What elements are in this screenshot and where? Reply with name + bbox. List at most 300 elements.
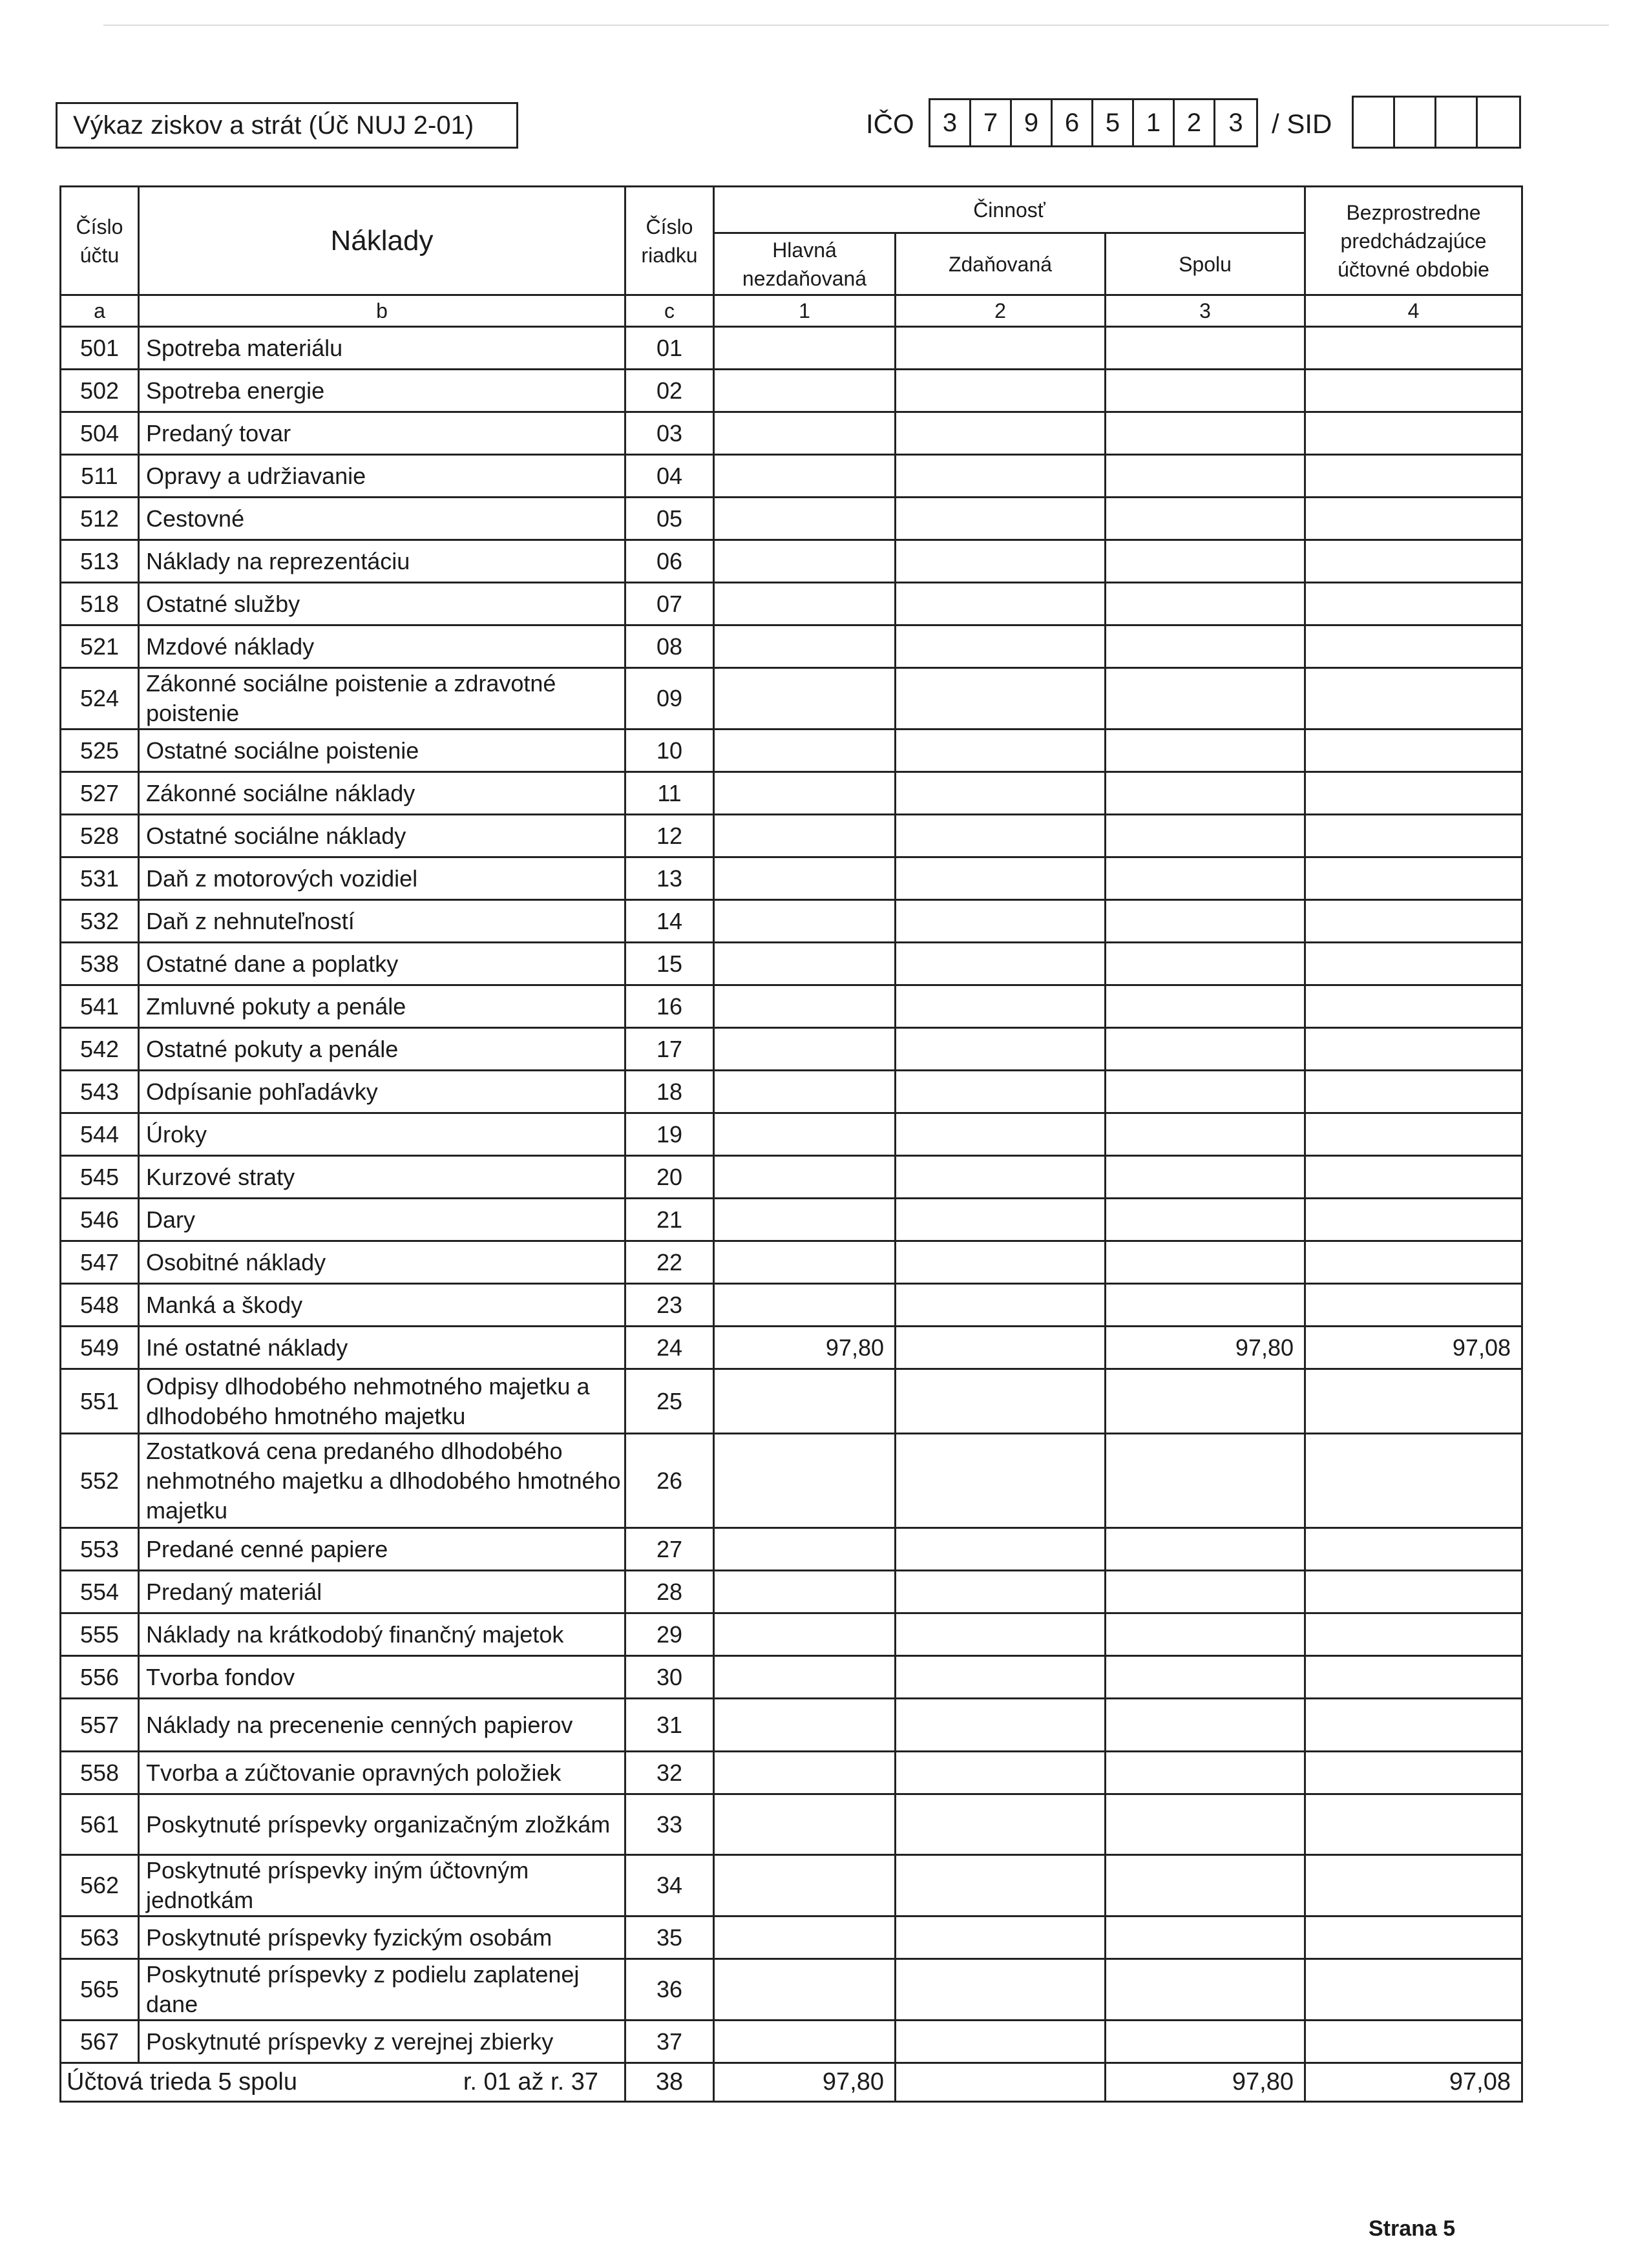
sid-boxes <box>1352 96 1521 149</box>
header-main-untaxed: Hlavná nezdaňovaná <box>714 233 896 295</box>
cost-name: Zostatková cena predaného dlhodobého nehmotného majetku a dlhodobého hmotného majetku <box>139 1434 625 1528</box>
value-previous[interactable] <box>1305 1855 1522 1916</box>
table-row <box>61 1699 1522 1752</box>
value-taxed[interactable] <box>896 1656 1106 1699</box>
cost-name: Mzdové náklady <box>139 625 625 668</box>
value-previous[interactable] <box>1305 2021 1522 2063</box>
table-row <box>61 2021 1522 2063</box>
value-taxed[interactable] <box>896 985 1106 1028</box>
value-total[interactable] <box>1106 900 1305 943</box>
value-previous[interactable] <box>1305 772 1522 815</box>
value-previous[interactable] <box>1305 1752 1522 1794</box>
value-previous[interactable] <box>1305 1284 1522 1327</box>
value-previous[interactable] <box>1305 455 1522 498</box>
value-previous[interactable] <box>1305 1369 1522 1434</box>
value-taxed[interactable] <box>896 583 1106 625</box>
value-previous[interactable] <box>1305 1699 1522 1752</box>
table-row <box>61 857 1522 900</box>
table-row <box>61 625 1522 668</box>
cost-name: Predané cenné papiere <box>139 1528 625 1571</box>
value-main-untaxed[interactable] <box>714 1071 896 1113</box>
account-no: 541 <box>61 985 139 1028</box>
account-no: 562 <box>61 1855 139 1916</box>
account-no: 538 <box>61 943 139 985</box>
cost-name: Odpísanie pohľadávky <box>139 1071 625 1113</box>
value-main-untaxed[interactable] <box>714 1528 896 1571</box>
value-total[interactable] <box>1106 583 1305 625</box>
value-taxed[interactable] <box>896 1855 1106 1916</box>
cost-name: Daň z nehnuteľností <box>139 900 625 943</box>
row-no: 08 <box>625 625 714 668</box>
value-taxed[interactable] <box>896 412 1106 455</box>
column-index: a <box>61 295 139 327</box>
value-total[interactable] <box>1106 498 1305 540</box>
table-row <box>61 772 1522 815</box>
account-no: 565 <box>61 1959 139 2021</box>
table-row <box>61 1113 1522 1156</box>
value-taxed[interactable] <box>896 1916 1106 1959</box>
value-total[interactable] <box>1106 1571 1305 1613</box>
value-total[interactable] <box>1106 1528 1305 1571</box>
value-total[interactable] <box>1106 1752 1305 1794</box>
value-previous[interactable] <box>1305 1028 1522 1071</box>
table-row <box>61 1284 1522 1327</box>
row-no: 20 <box>625 1156 714 1199</box>
account-no: 518 <box>61 583 139 625</box>
sid-box[interactable] <box>1478 98 1519 147</box>
value-main-untaxed[interactable] <box>714 772 896 815</box>
value-main-untaxed[interactable] <box>714 1916 896 1959</box>
account-no: 553 <box>61 1528 139 1571</box>
value-main-untaxed[interactable] <box>714 1241 896 1284</box>
cost-name: Ostatné pokuty a penále <box>139 1028 625 1071</box>
value-main-untaxed[interactable] <box>714 1284 896 1327</box>
value-taxed[interactable] <box>896 730 1106 772</box>
value-taxed[interactable] <box>896 498 1106 540</box>
value-taxed[interactable] <box>896 2021 1106 2063</box>
value-previous[interactable] <box>1305 540 1522 583</box>
row-no: 12 <box>625 815 714 857</box>
value-main-untaxed[interactable] <box>714 1959 896 2021</box>
cost-name: Tvorba fondov <box>139 1656 625 1699</box>
value-main-untaxed[interactable] <box>714 1656 896 1699</box>
row-no: 25 <box>625 1369 714 1434</box>
cost-name: Ostatné sociálne náklady <box>139 815 625 857</box>
value-taxed[interactable] <box>896 857 1106 900</box>
value-main-untaxed[interactable] <box>714 1571 896 1613</box>
cost-name: Náklady na precenenie cenných papierov <box>139 1699 625 1752</box>
account-no: 525 <box>61 730 139 772</box>
value-total[interactable] <box>1106 1855 1305 1916</box>
account-no: 502 <box>61 370 139 412</box>
value-previous[interactable] <box>1305 900 1522 943</box>
value-main-untaxed[interactable] <box>714 625 896 668</box>
value-taxed[interactable] <box>896 1434 1106 1528</box>
account-no: 501 <box>61 327 139 370</box>
account-no: 547 <box>61 1241 139 1284</box>
value-previous[interactable] <box>1305 625 1522 668</box>
value-taxed[interactable] <box>896 668 1106 730</box>
value-total[interactable] <box>1106 668 1305 730</box>
value-main-untaxed[interactable] <box>714 1699 896 1752</box>
sid-box[interactable] <box>1436 98 1478 147</box>
table-row <box>61 1028 1522 1071</box>
value-total[interactable] <box>1106 1613 1305 1656</box>
table-row <box>61 985 1522 1028</box>
value-taxed[interactable] <box>896 1327 1106 1369</box>
table-row <box>61 730 1522 772</box>
account-no: 532 <box>61 900 139 943</box>
value-main-untaxed[interactable] <box>714 540 896 583</box>
sid-box[interactable] <box>1395 98 1436 147</box>
value-total[interactable] <box>1106 1028 1305 1071</box>
ico-digit: 3 <box>1228 109 1243 137</box>
value-main-untaxed[interactable] <box>714 730 896 772</box>
column-index: 1 <box>714 295 896 327</box>
value-previous[interactable] <box>1305 1656 1522 1699</box>
row-no: 21 <box>625 1199 714 1241</box>
value-previous[interactable] <box>1305 1528 1522 1571</box>
cost-name: Náklady na reprezentáciu <box>139 540 625 583</box>
column-index: c <box>625 295 714 327</box>
table-row <box>61 1916 1522 1959</box>
row-no: 22 <box>625 1241 714 1284</box>
value-main-untaxed[interactable] <box>714 1794 896 1855</box>
table-row <box>61 815 1522 857</box>
value-previous[interactable] <box>1305 1241 1522 1284</box>
value-total[interactable] <box>1106 455 1305 498</box>
cost-name: Poskytnuté príspevky iným účtovným jednotkám <box>139 1855 625 1916</box>
value-main-untaxed[interactable] <box>714 943 896 985</box>
value-main-untaxed[interactable] <box>714 583 896 625</box>
value-previous[interactable] <box>1305 985 1522 1028</box>
row-no: 14 <box>625 900 714 943</box>
cost-name: Osobitné náklady <box>139 1241 625 1284</box>
value-total[interactable] <box>1106 1794 1305 1855</box>
value-total[interactable] <box>1106 1699 1305 1752</box>
cost-name: Poskytnuté príspevky fyzickým osobám <box>139 1916 625 1959</box>
value-previous[interactable] <box>1305 815 1522 857</box>
value-main-untaxed[interactable] <box>714 900 896 943</box>
value-total[interactable] <box>1106 327 1305 370</box>
total-label <box>61 2063 625 2102</box>
table-row <box>61 1071 1522 1113</box>
value-previous[interactable] <box>1305 1959 1522 2021</box>
value-main-untaxed[interactable] <box>714 668 896 730</box>
table-row <box>61 1327 1522 1369</box>
value-previous[interactable] <box>1305 1613 1522 1656</box>
total-row-no: 38 <box>625 2063 714 2102</box>
value-previous[interactable]: 97,08 <box>1305 1327 1522 1369</box>
row-no: 01 <box>625 327 714 370</box>
value-taxed[interactable] <box>896 1752 1106 1794</box>
table-row <box>61 583 1522 625</box>
account-no: 548 <box>61 1284 139 1327</box>
value-previous[interactable] <box>1305 1794 1522 1855</box>
total-range: r. 01 až r. 37 <box>463 2068 598 2095</box>
value-total[interactable] <box>1106 1241 1305 1284</box>
value-previous[interactable] <box>1305 1916 1522 1959</box>
value-main-untaxed[interactable] <box>714 985 896 1028</box>
account-no: 513 <box>61 540 139 583</box>
value-total[interactable] <box>1106 1156 1305 1199</box>
row-no: 11 <box>625 772 714 815</box>
total-value-previous: 97,08 <box>1305 2063 1522 2102</box>
account-no: 551 <box>61 1369 139 1434</box>
cost-name: Predaný materiál <box>139 1571 625 1613</box>
header-activity: Činnosť <box>714 187 1305 233</box>
value-taxed[interactable] <box>896 1071 1106 1113</box>
table-row <box>61 455 1522 498</box>
cost-name: Opravy a udržiavanie <box>139 455 625 498</box>
table-row <box>61 900 1522 943</box>
value-total[interactable] <box>1106 985 1305 1028</box>
value-previous[interactable] <box>1305 583 1522 625</box>
row-no: 05 <box>625 498 714 540</box>
total-row <box>61 2063 1522 2102</box>
value-total[interactable] <box>1106 815 1305 857</box>
value-taxed[interactable] <box>896 1241 1106 1284</box>
row-no: 03 <box>625 412 714 455</box>
value-previous[interactable] <box>1305 668 1522 730</box>
row-no: 04 <box>625 455 714 498</box>
cost-name: Manká a škody <box>139 1284 625 1327</box>
ico-digit: 2 <box>1175 100 1215 145</box>
table-row <box>61 943 1522 985</box>
value-main-untaxed[interactable] <box>714 327 896 370</box>
value-previous[interactable] <box>1305 327 1522 370</box>
table-row <box>61 1752 1522 1794</box>
cost-name: Daň z motorových vozidiel <box>139 857 625 900</box>
value-main-untaxed[interactable] <box>714 1156 896 1199</box>
value-total[interactable] <box>1106 1284 1305 1327</box>
account-no: 557 <box>61 1699 139 1752</box>
row-no: 16 <box>625 985 714 1028</box>
cost-name: Spotreba energie <box>139 370 625 412</box>
value-taxed[interactable] <box>896 455 1106 498</box>
value-total[interactable] <box>1106 943 1305 985</box>
row-no: 19 <box>625 1113 714 1156</box>
value-total[interactable] <box>1106 370 1305 412</box>
cost-name: Poskytnuté príspevky z verejnej zbierky <box>139 2021 625 2063</box>
value-previous[interactable] <box>1305 1199 1522 1241</box>
ico-digit: 7 <box>971 100 1012 145</box>
value-taxed[interactable] <box>896 1284 1106 1327</box>
value-main-untaxed[interactable] <box>714 857 896 900</box>
row-no: 23 <box>625 1284 714 1327</box>
cost-name: Kurzové straty <box>139 1156 625 1199</box>
table-row <box>61 1959 1522 2021</box>
value-main-untaxed[interactable] <box>714 2021 896 2063</box>
cost-name: Náklady na krátkodobý finančný majetok <box>139 1613 625 1656</box>
value-total[interactable] <box>1106 730 1305 772</box>
row-no: 35 <box>625 1916 714 1959</box>
value-previous[interactable] <box>1305 730 1522 772</box>
table-row <box>61 1794 1522 1855</box>
account-no: 527 <box>61 772 139 815</box>
row-no: 06 <box>625 540 714 583</box>
value-taxed[interactable] <box>896 540 1106 583</box>
row-no: 24 <box>625 1327 714 1369</box>
cost-name: Spotreba materiálu <box>139 327 625 370</box>
value-total[interactable] <box>1106 1369 1305 1434</box>
value-main-untaxed[interactable] <box>714 1199 896 1241</box>
header-total: Spolu <box>1106 233 1305 295</box>
cost-name: Zmluvné pokuty a penále <box>139 985 625 1028</box>
total-value-taxed <box>896 2063 1106 2102</box>
sid-box[interactable] <box>1354 98 1395 147</box>
cost-name: Odpisy dlhodobého nehmotného majetku a dlhodobého hmotného majetku <box>139 1369 625 1434</box>
account-no: 552 <box>61 1434 139 1528</box>
table-row <box>61 1369 1522 1434</box>
cost-name: Dary <box>139 1199 625 1241</box>
value-taxed[interactable] <box>896 327 1106 370</box>
value-main-untaxed[interactable] <box>714 498 896 540</box>
cost-name: Cestovné <box>139 498 625 540</box>
cost-name: Tvorba a zúčtovanie opravných položiek <box>139 1752 625 1794</box>
value-previous[interactable] <box>1305 412 1522 455</box>
table-row <box>61 1434 1522 1528</box>
value-total[interactable] <box>1106 1959 1305 2021</box>
row-no: 15 <box>625 943 714 985</box>
value-taxed[interactable] <box>896 1571 1106 1613</box>
value-total[interactable]: 97,80 <box>1106 1327 1305 1369</box>
cost-name: Poskytnuté príspevky organizačným zložkám <box>139 1794 625 1855</box>
row-no: 13 <box>625 857 714 900</box>
column-index: 3 <box>1106 295 1305 327</box>
value-main-untaxed[interactable] <box>714 370 896 412</box>
value-main-untaxed[interactable] <box>714 815 896 857</box>
header-row-no: Číslo riadku <box>625 187 714 295</box>
value-main-untaxed[interactable] <box>714 1369 896 1434</box>
value-taxed[interactable] <box>896 1528 1106 1571</box>
value-total[interactable] <box>1106 1916 1305 1959</box>
value-taxed[interactable] <box>896 1156 1106 1199</box>
value-taxed[interactable] <box>896 1199 1106 1241</box>
cost-table <box>59 185 1523 2103</box>
row-no: 30 <box>625 1656 714 1699</box>
account-no: 521 <box>61 625 139 668</box>
value-total[interactable] <box>1106 1113 1305 1156</box>
value-previous[interactable] <box>1305 857 1522 900</box>
table-row <box>61 1156 1522 1199</box>
value-taxed[interactable] <box>896 1794 1106 1855</box>
value-taxed[interactable] <box>896 625 1106 668</box>
table-row <box>61 1199 1522 1241</box>
table-row <box>61 327 1522 370</box>
value-taxed[interactable] <box>896 815 1106 857</box>
value-taxed[interactable] <box>896 1959 1106 2021</box>
table-row <box>61 540 1522 583</box>
value-main-untaxed[interactable] <box>714 1613 896 1656</box>
value-previous[interactable] <box>1305 1156 1522 1199</box>
cost-name: Iné ostatné náklady <box>139 1327 625 1369</box>
account-no: 524 <box>61 668 139 730</box>
value-taxed[interactable] <box>896 1369 1106 1434</box>
table-row <box>61 1855 1522 1916</box>
row-no: 17 <box>625 1028 714 1071</box>
table-row <box>61 1528 1522 1571</box>
value-main-untaxed[interactable] <box>714 1113 896 1156</box>
account-no: 556 <box>61 1656 139 1699</box>
ico-digit: 3 <box>930 100 971 145</box>
value-total[interactable] <box>1106 412 1305 455</box>
cost-name: Zákonné sociálne poistenie a zdravotné poistenie <box>139 668 625 730</box>
table-row <box>61 668 1522 730</box>
value-total[interactable] <box>1106 772 1305 815</box>
value-total[interactable] <box>1106 1199 1305 1241</box>
account-no: 512 <box>61 498 139 540</box>
account-no: 542 <box>61 1028 139 1071</box>
table-row <box>61 498 1522 540</box>
account-no: 554 <box>61 1571 139 1613</box>
value-total[interactable] <box>1106 1656 1305 1699</box>
cost-name: Úroky <box>139 1113 625 1156</box>
value-main-untaxed[interactable] <box>714 455 896 498</box>
value-taxed[interactable] <box>896 1028 1106 1071</box>
header-previous-period: Bezprostredne predchádzajúce účtovné obdobie <box>1305 187 1522 295</box>
value-previous[interactable] <box>1305 943 1522 985</box>
column-index: 2 <box>896 295 1106 327</box>
value-previous[interactable] <box>1305 1071 1522 1113</box>
value-previous[interactable] <box>1305 1434 1522 1528</box>
value-main-untaxed[interactable] <box>714 412 896 455</box>
value-previous[interactable] <box>1305 370 1522 412</box>
value-previous[interactable] <box>1305 1571 1522 1613</box>
value-previous[interactable] <box>1305 498 1522 540</box>
value-taxed[interactable] <box>896 772 1106 815</box>
account-no: 528 <box>61 815 139 857</box>
table-row <box>61 412 1522 455</box>
value-main-untaxed[interactable] <box>714 1752 896 1794</box>
row-no: 32 <box>625 1752 714 1794</box>
header-taxed: Zdaňovaná <box>896 233 1106 295</box>
value-taxed[interactable] <box>896 900 1106 943</box>
value-total[interactable] <box>1106 625 1305 668</box>
account-no: 543 <box>61 1071 139 1113</box>
value-total[interactable] <box>1106 1434 1305 1528</box>
value-main-untaxed[interactable] <box>714 1028 896 1071</box>
value-main-untaxed[interactable] <box>714 1855 896 1916</box>
value-main-untaxed[interactable]: 97,80 <box>714 1327 896 1369</box>
value-main-untaxed[interactable] <box>714 1434 896 1528</box>
value-total[interactable] <box>1106 1071 1305 1113</box>
value-taxed[interactable] <box>896 943 1106 985</box>
value-total[interactable] <box>1106 857 1305 900</box>
account-no: 511 <box>61 455 139 498</box>
value-taxed[interactable] <box>896 1113 1106 1156</box>
value-previous[interactable] <box>1305 1113 1522 1156</box>
cost-name: Ostatné sociálne poistenie <box>139 730 625 772</box>
value-taxed[interactable] <box>896 1699 1106 1752</box>
account-no: 549 <box>61 1327 139 1369</box>
row-no: 27 <box>625 1528 714 1571</box>
value-total[interactable] <box>1106 2021 1305 2063</box>
account-no: 561 <box>61 1794 139 1855</box>
total-label-text: Účtová trieda 5 spolu <box>67 2068 297 2095</box>
column-index: b <box>139 295 625 327</box>
account-no: 504 <box>61 412 139 455</box>
row-no: 37 <box>625 2021 714 2063</box>
value-taxed[interactable] <box>896 370 1106 412</box>
row-no: 26 <box>625 1434 714 1528</box>
sid-label: / SID <box>1272 109 1332 139</box>
cost-name: Ostatné dane a poplatky <box>139 943 625 985</box>
value-taxed[interactable] <box>896 1613 1106 1656</box>
account-no: 563 <box>61 1916 139 1959</box>
row-no: 33 <box>625 1794 714 1855</box>
value-total[interactable] <box>1106 540 1305 583</box>
